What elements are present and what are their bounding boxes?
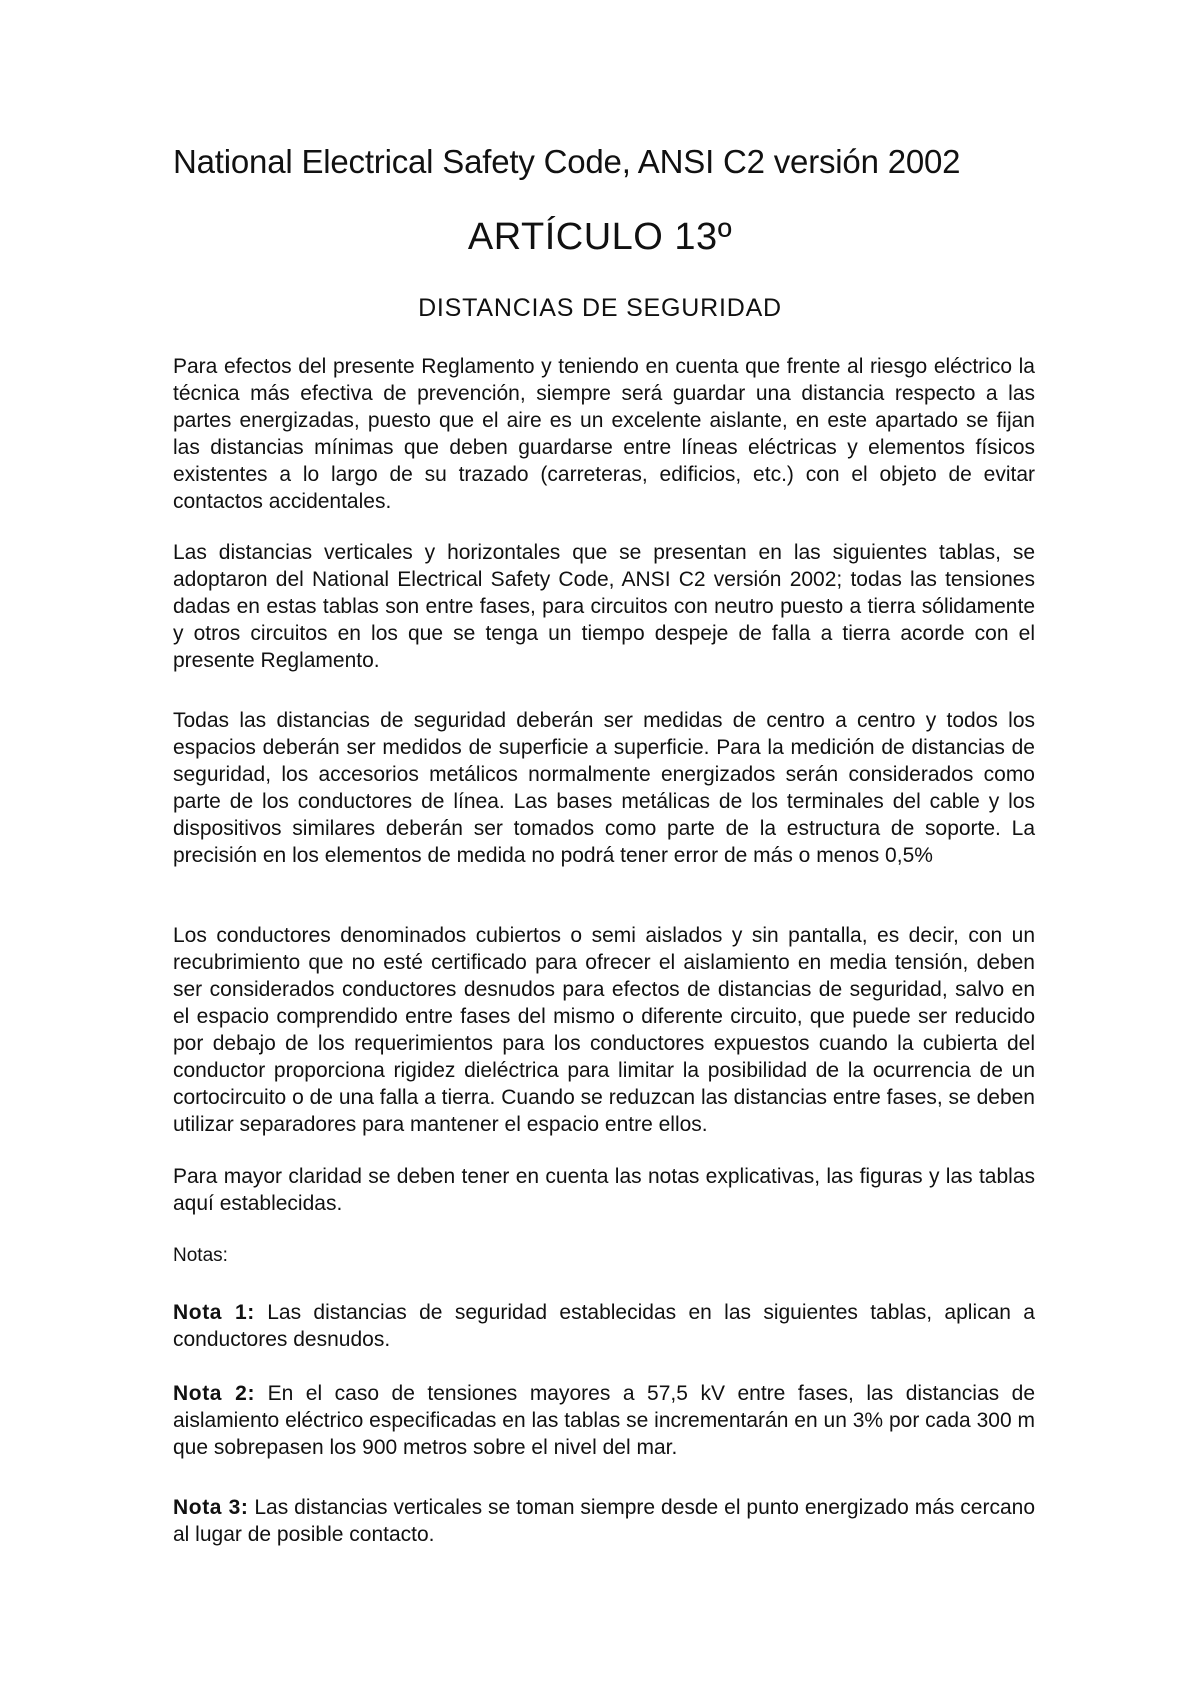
note-1 xyxy=(173,1299,1035,1353)
note-1-label: Nota 1: xyxy=(173,1301,255,1324)
note-2-label: Nota 2: xyxy=(173,1382,256,1405)
note-1-text: Las distancias de seguridad establecidas en las siguientes tablas, aplican a conductores desnudos. xyxy=(173,1301,1035,1351)
notes-label: Notas: xyxy=(173,1245,228,1266)
paragraph-4: Los conductores denominados cubiertos o semi aislados y sin pantalla, es decir, con un recubrimiento que no esté certificado para ofrecer el aislamiento en media tensión, deben ser considerados conductores desnudos para efectos de distancias de seguridad, salvo en el espacio comprendido entre fases del mismo o diferente circuito, que puede ser reducido por debajo de los requerimientos para los conductores expuestos cuando la cubierta del conductor proporciona rigidez dieléctrica para limitar la posibilidad de la ocurrencia de un cortocircuito o de una falla a tierra. Cuando se reduzcan las distancias entre fases, se deben utilizar separadores para mantener el espacio entre ellos. xyxy=(173,924,1035,1136)
paragraph-5: Para mayor claridad se deben tener en cuenta las notas explicativas, las figuras y las tablas aquí establecidas. xyxy=(173,1165,1035,1215)
article-heading: ARTÍCULO 13º xyxy=(467,216,733,258)
note-2-text: En el caso de tensiones mayores a 57,5 kV entre fases, las distancias de aislamiento eléctrico especificadas en las tablas se incrementarán en un 3% por cada 300 m que sobrepasen los 900 metros sobre el nivel del mar. xyxy=(173,1382,1036,1459)
note-3 xyxy=(173,1494,1035,1548)
note-3-text: Las distancias verticales se toman siempre desde el punto energizado más cercano al lugar de posible contacto. xyxy=(173,1496,1035,1546)
paragraph-1: Para efectos del presente Reglamento y teniendo en cuenta que frente al riesgo eléctrico la técnica más efectiva de prevención, siempre será guardar una distancia respecto a las partes energizadas, puesto que el aire es un excelente aislante, en este apartado se fijan las distancias mínimas que deben guardarse entre líneas eléctricas y elementos físicos existentes a lo largo de su trazado (carreteras, edificios, etc.) con el objeto de evitar contactos accidentales. xyxy=(173,355,1035,513)
document-title: National Electrical Safety Code, ANSI C2 versión 2002 xyxy=(173,143,961,180)
note-2 xyxy=(173,1380,1035,1461)
paragraph-3: Todas las distancias de seguridad deberán ser medidas de centro a centro y todos los espacios deberán ser medidos de superficie a superficie. Para la medición de distancias de seguridad, los accesorios metálicos normalmente energizados serán considerados como parte de los conductores de línea. Las bases metálicas de los terminales del cable y los dispositivos similares deberán ser tomados como parte de la estructura de soporte. La precisión en los elementos de medida no podrá tener error de más o menos 0,5% xyxy=(173,709,1035,867)
section-heading: DISTANCIAS DE SEGURIDAD xyxy=(418,294,782,322)
paragraph-2: Las distancias verticales y horizontales que se presentan en las siguientes tablas, se adoptaron del National Electrical Safety Code, ANSI C2 versión 2002; todas las tensiones dadas en estas tablas son entre fases, para circuitos con neutro puesto a tierra sólidamente y otros circuitos en los que se tenga un tiempo despeje de falla a tierra acorde con el presente Reglamento. xyxy=(173,541,1035,672)
note-3-label: Nota 3: xyxy=(173,1496,249,1519)
